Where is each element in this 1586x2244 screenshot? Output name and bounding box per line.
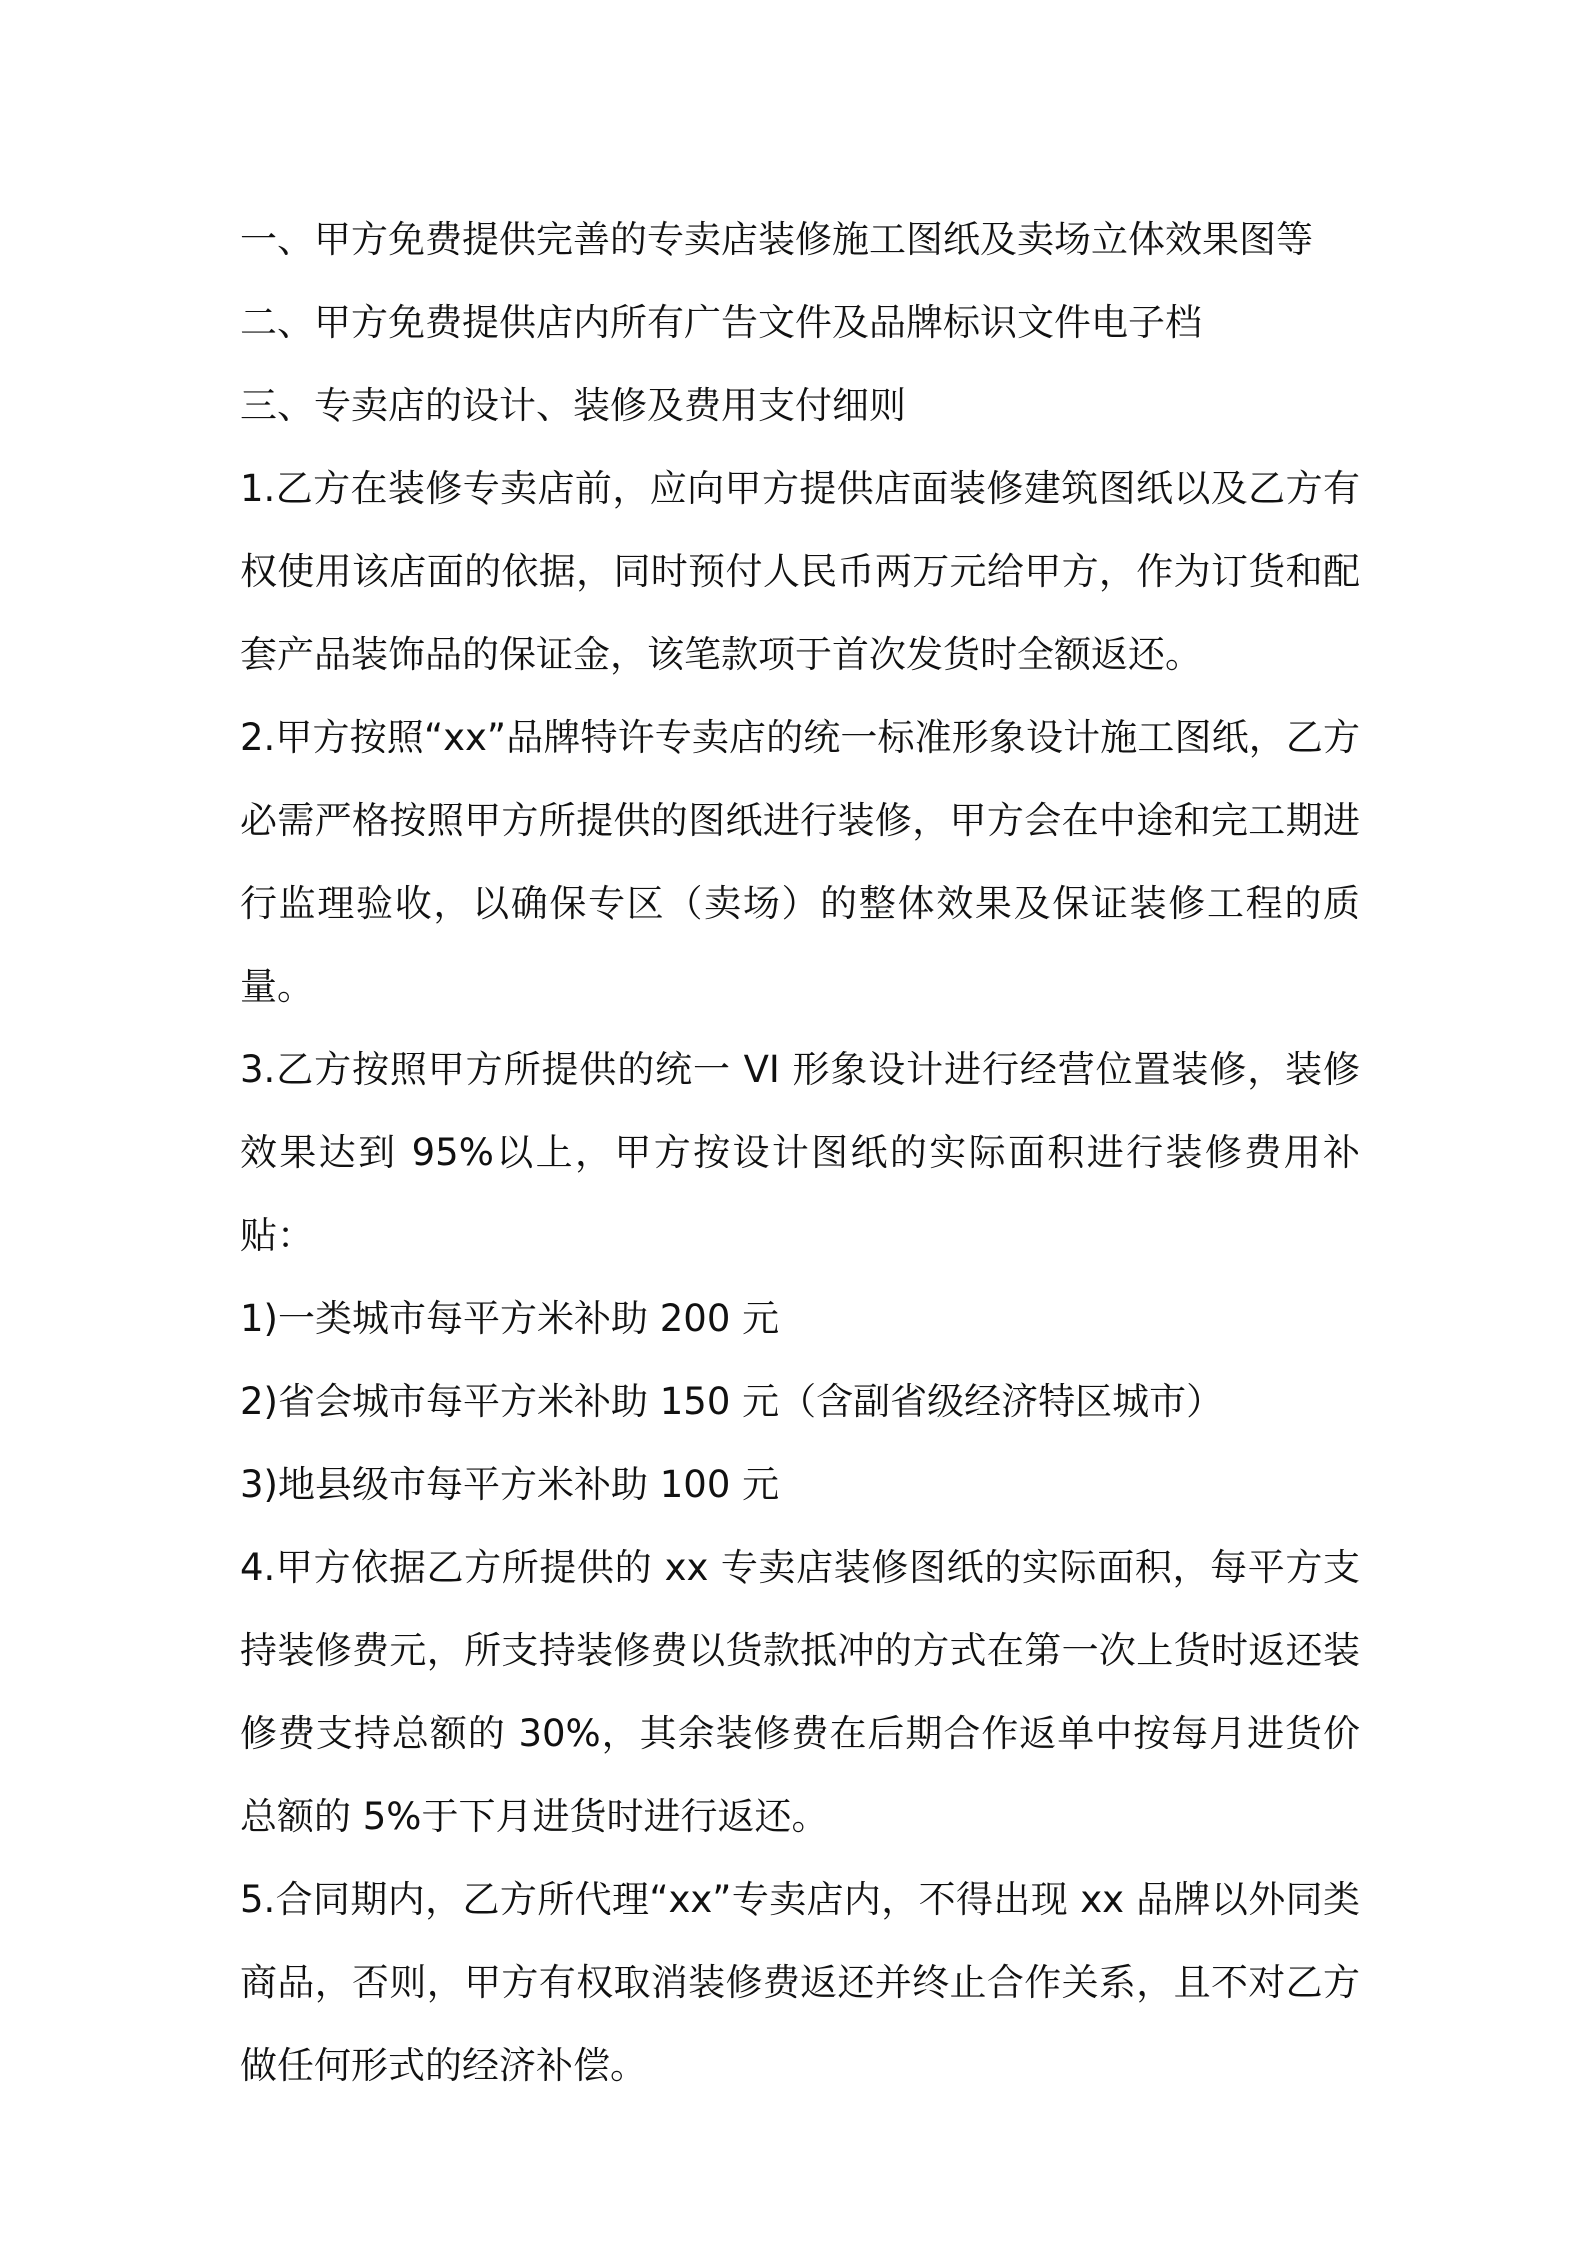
clause-4: 4.甲方依据乙方所提供的 xx 专卖店装修图纸的实际面积，每平方支持装修费元，所支持装修费以货款抵冲的方式在第一次上货时返还装修费支持总额的 30%，其余装修费在后期合作返单中按每月进货价总额的 5%于下月进货时进行返还。: [240, 1546, 1360, 1838]
section-heading-3: 三、专卖店的设计、装修及费用支付细则: [240, 384, 906, 427]
clause-2: 2.甲方按照“xx”品牌特许专卖店的统一标准形象设计施工图纸，乙方必需严格按照甲方所提供的图纸进行装修，甲方会在中途和完工期进行监理验收，以确保专区（卖场）的整体效果及保证装修工程的质量。: [240, 716, 1360, 1008]
document-body: [240, 198, 1360, 2107]
subsidy-tier-3: 3)地县级市每平方米补助 100 元: [240, 1463, 780, 1506]
clause-5: 5.合同期内，乙方所代理“xx”专卖店内，不得出现 xx 品牌以外同类商品，否则，甲方有权取消装修费返还并终止合作关系，且不对乙方做任何形式的经济补偿。: [240, 1878, 1360, 2087]
section-heading-1: 一、甲方免费提供完善的专卖店装修施工图纸及卖场立体效果图等: [240, 218, 1313, 261]
clause-1: 1.乙方在装修专卖店前，应向甲方提供店面装修建筑图纸以及乙方有权使用该店面的依据，同时预付人民币两万元给甲方，作为订货和配套产品装饰品的保证金，该笔款项于首次发货时全额返还。: [240, 467, 1360, 676]
section-heading-2: 二、甲方免费提供店内所有广告文件及品牌标识文件电子档: [240, 301, 1202, 344]
clause-3: 3.乙方按照甲方所提供的统一 VI 形象设计进行经营位置装修，装修效果达到 95%以上，甲方按设计图纸的实际面积进行装修费用补贴：: [240, 1048, 1360, 1257]
subsidy-tier-1: 1)一类城市每平方米补助 200 元: [240, 1297, 780, 1340]
subsidy-tier-2: 2)省会城市每平方米补助 150 元（含副省级经济特区城市）: [240, 1380, 1224, 1423]
